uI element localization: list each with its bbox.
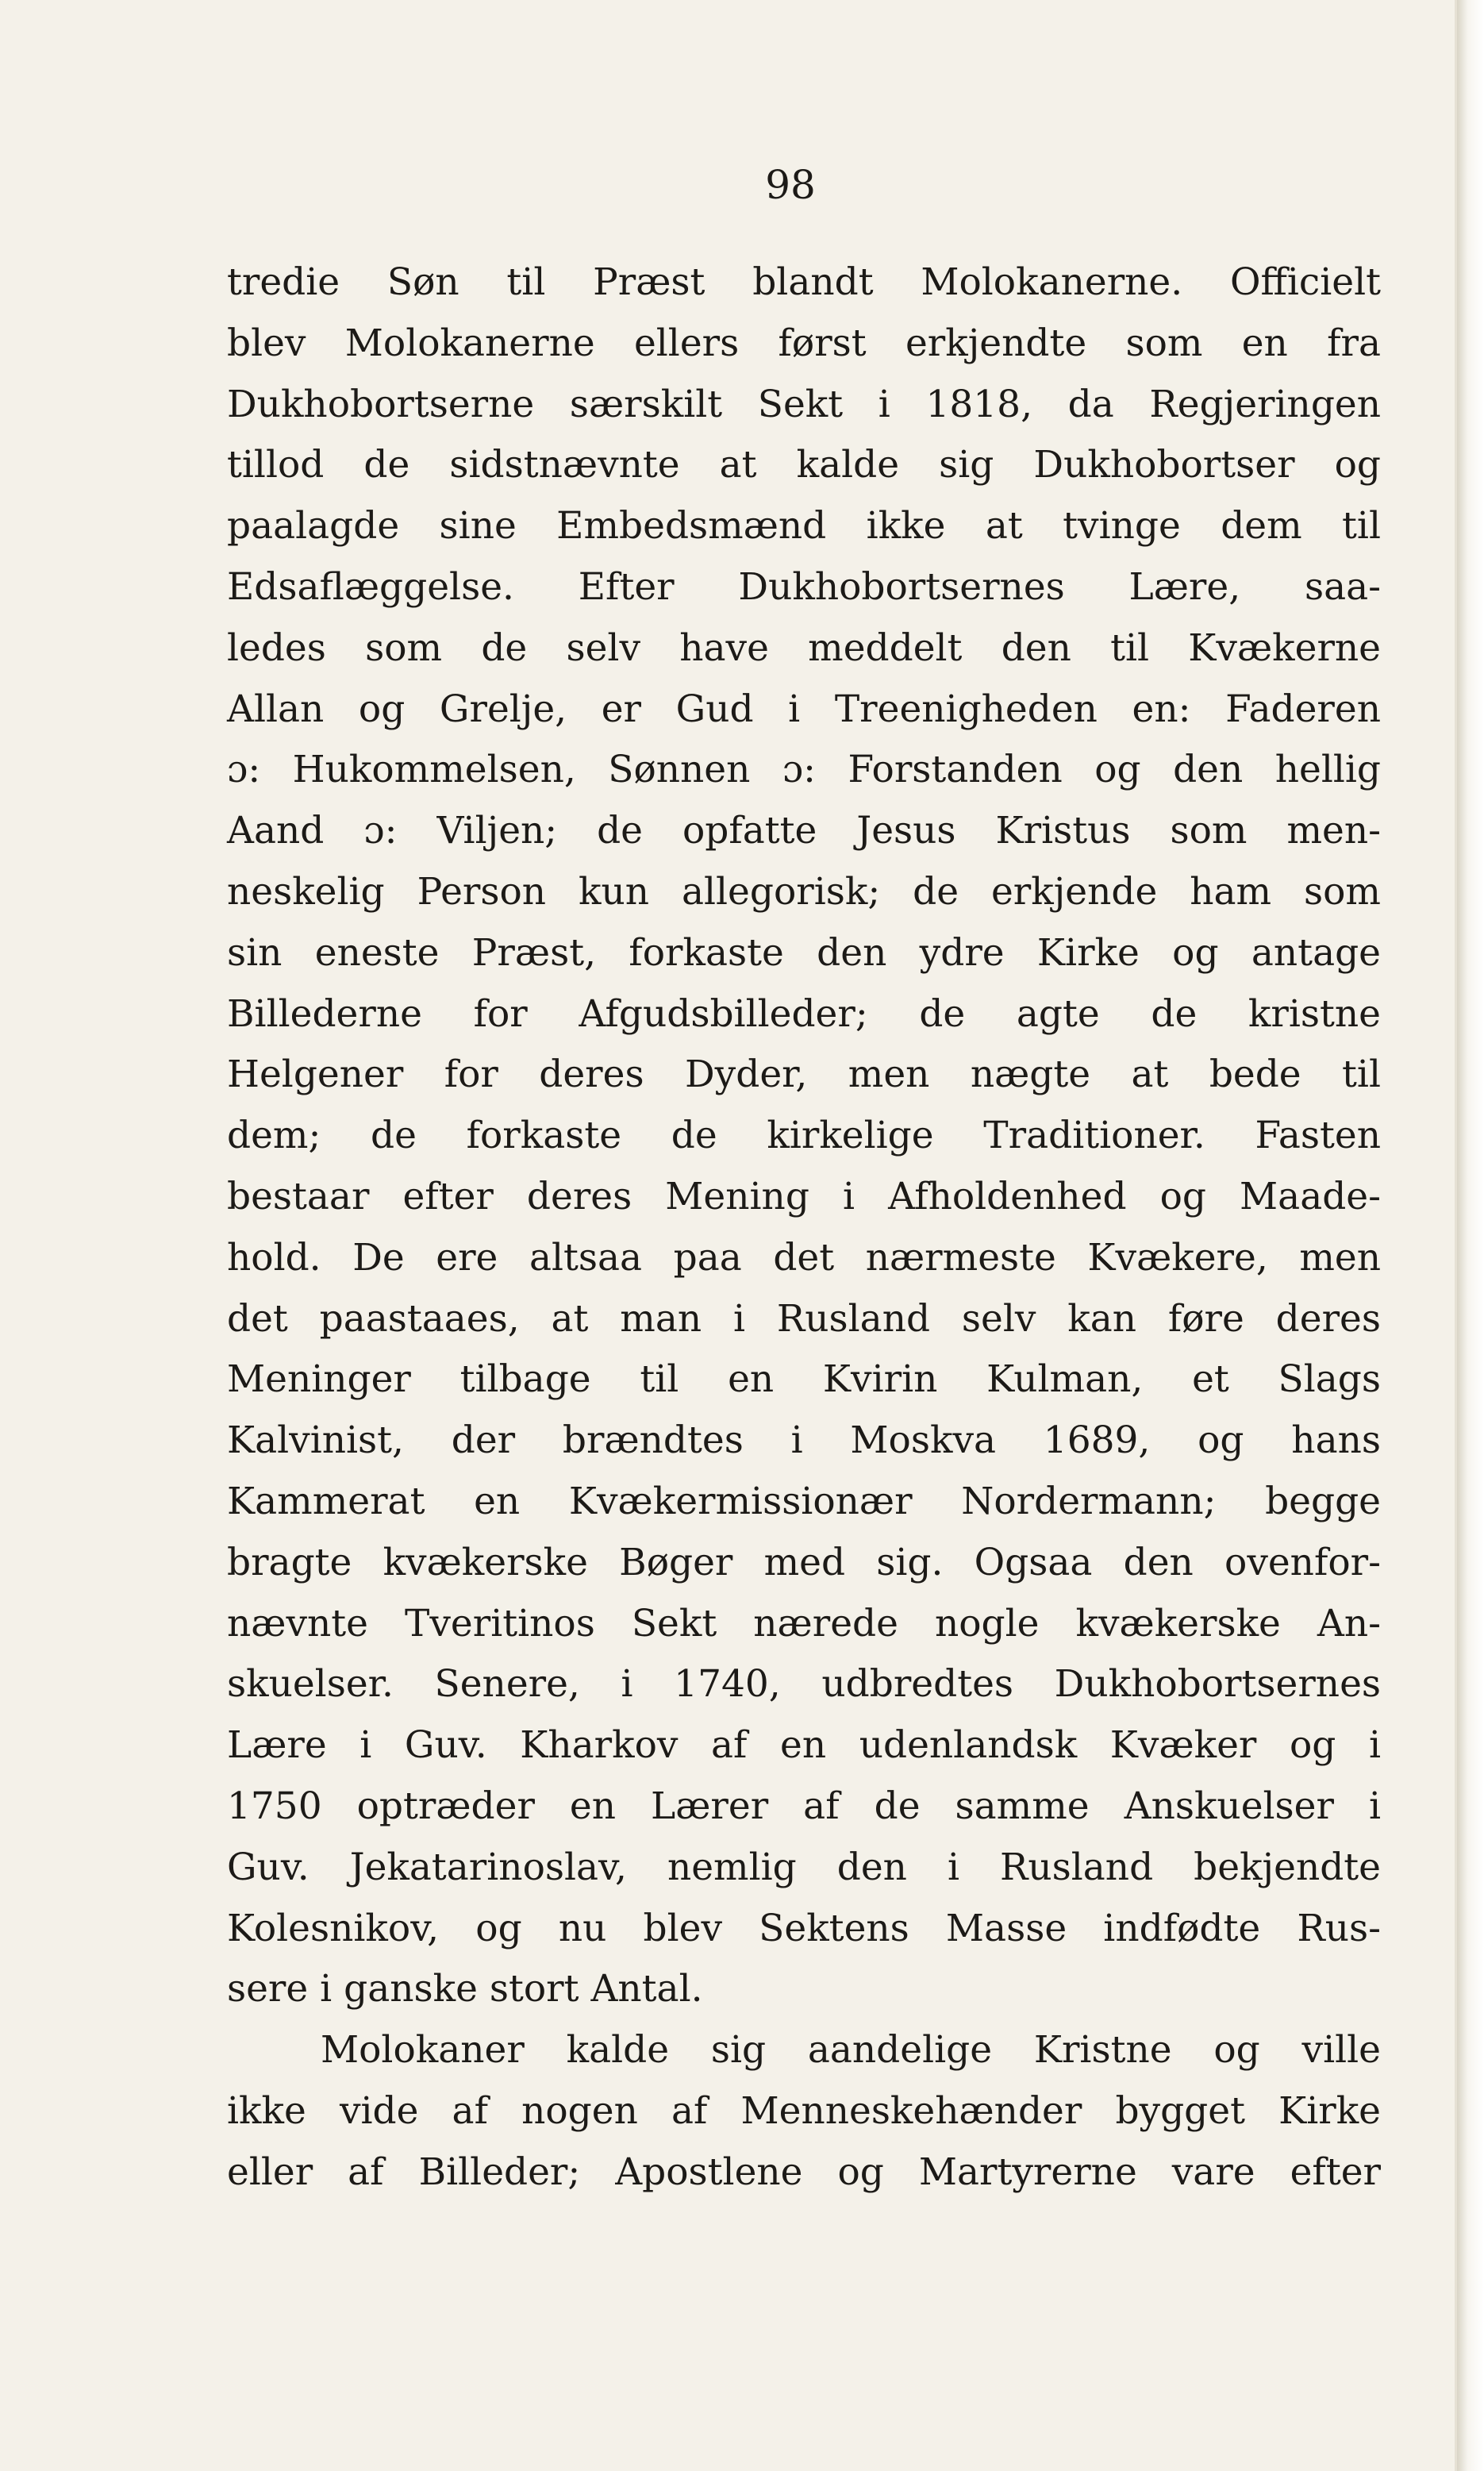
text-line: Edsaflæggelse. Efter Dukhobortsernes Lære, saa-: [227, 564, 1381, 609]
text-line: bestaar efter deres Mening i Afholdenhed og Maade-: [227, 1174, 1381, 1218]
text-line: det paastaaes, at man i Rusland selv kan føre deres: [227, 1296, 1381, 1341]
text-line: tillod de sidstnævnte at kalde sig Dukhobortser og: [227, 443, 1381, 487]
text-line: Kammerat en Kvækermissionær Nordermann; begge: [227, 1479, 1381, 1523]
page-number: 98: [765, 162, 816, 208]
text-line: sin eneste Præst, forkaste den ydre Kirke og antage: [227, 930, 1381, 975]
text-line: tredie Søn til Præst blandt Molokanerne. Officielt: [227, 260, 1381, 304]
text-line: paalagde sine Embedsmænd ikke at tvinge dem til: [227, 504, 1381, 548]
text-line: ɔ: Hukommelsen, Sønnen ɔ: Forstanden og den hellig: [227, 748, 1381, 792]
text-line: eller af Billeder; Apostlene og Martyrerne vare efter: [227, 2150, 1381, 2194]
text-line: Lære i Guv. Kharkov af en udenlandsk Kvæker og i: [227, 1723, 1381, 1768]
text-line: sere i ganske stort Antal.: [227, 1967, 703, 2011]
text-line: Guv. Jekatarinoslav, nemlig den i Rusland bekjendte: [227, 1845, 1381, 1889]
text-line: blev Molokanerne ellers først erkjendte som en fra: [227, 321, 1381, 365]
text-line: ikke vide af nogen af Menneskehænder bygget Kirke: [227, 2088, 1381, 2133]
text-line: bragte kvækerske Bøger med sig. Ogsaa den ovenfor-: [227, 1540, 1381, 1584]
text-line: hold. De ere altsaa paa det nærmeste Kvækere, men: [227, 1235, 1381, 1280]
text-line: Kolesnikov, og nu blev Sektens Masse indfødte Rus-: [227, 1906, 1381, 1950]
text-line: Dukhobortserne særskilt Sekt i 1818, da Regjeringen: [227, 382, 1381, 426]
text-line: ledes som de selv have meddelt den til Kvækerne: [227, 625, 1381, 670]
text-line: 1750 optræder en Lærer af de samme Anskuelser i: [227, 1784, 1381, 1828]
page-edge: [1457, 0, 1484, 2471]
text-line: Meninger tilbage til en Kvirin Kulman, et Slags: [227, 1357, 1381, 1402]
text-line: Aand ɔ: Viljen; de opfatte Jesus Kristus som men-: [227, 809, 1381, 853]
text-line: Billederne for Afgudsbilleder; de agte de kristne: [227, 991, 1381, 1036]
text-line: Kalvinist, der brændtes i Moskva 1689, og hans: [227, 1418, 1381, 1463]
text-line: dem; de forkaste de kirkelige Traditioner. Fasten: [227, 1114, 1381, 1158]
text-line: skuelser. Senere, i 1740, udbredtes Dukhobortsernes: [227, 1662, 1381, 1707]
text-line: Allan og Grelje, er Gud i Treenigheden en: Faderen: [227, 687, 1381, 731]
text-line: Helgener for deres Dyder, men nægte at bede til: [227, 1053, 1381, 1097]
text-line: nævnte Tveritinos Sekt nærede nogle kvækerske An-: [227, 1601, 1381, 1645]
body-text: [227, 252, 1381, 2204]
text-line: Molokaner kalde sig aandelige Kristne og ville: [321, 2028, 1381, 2073]
text-line: neskelig Person kun allegorisk; de erkjende ham som: [227, 869, 1381, 914]
